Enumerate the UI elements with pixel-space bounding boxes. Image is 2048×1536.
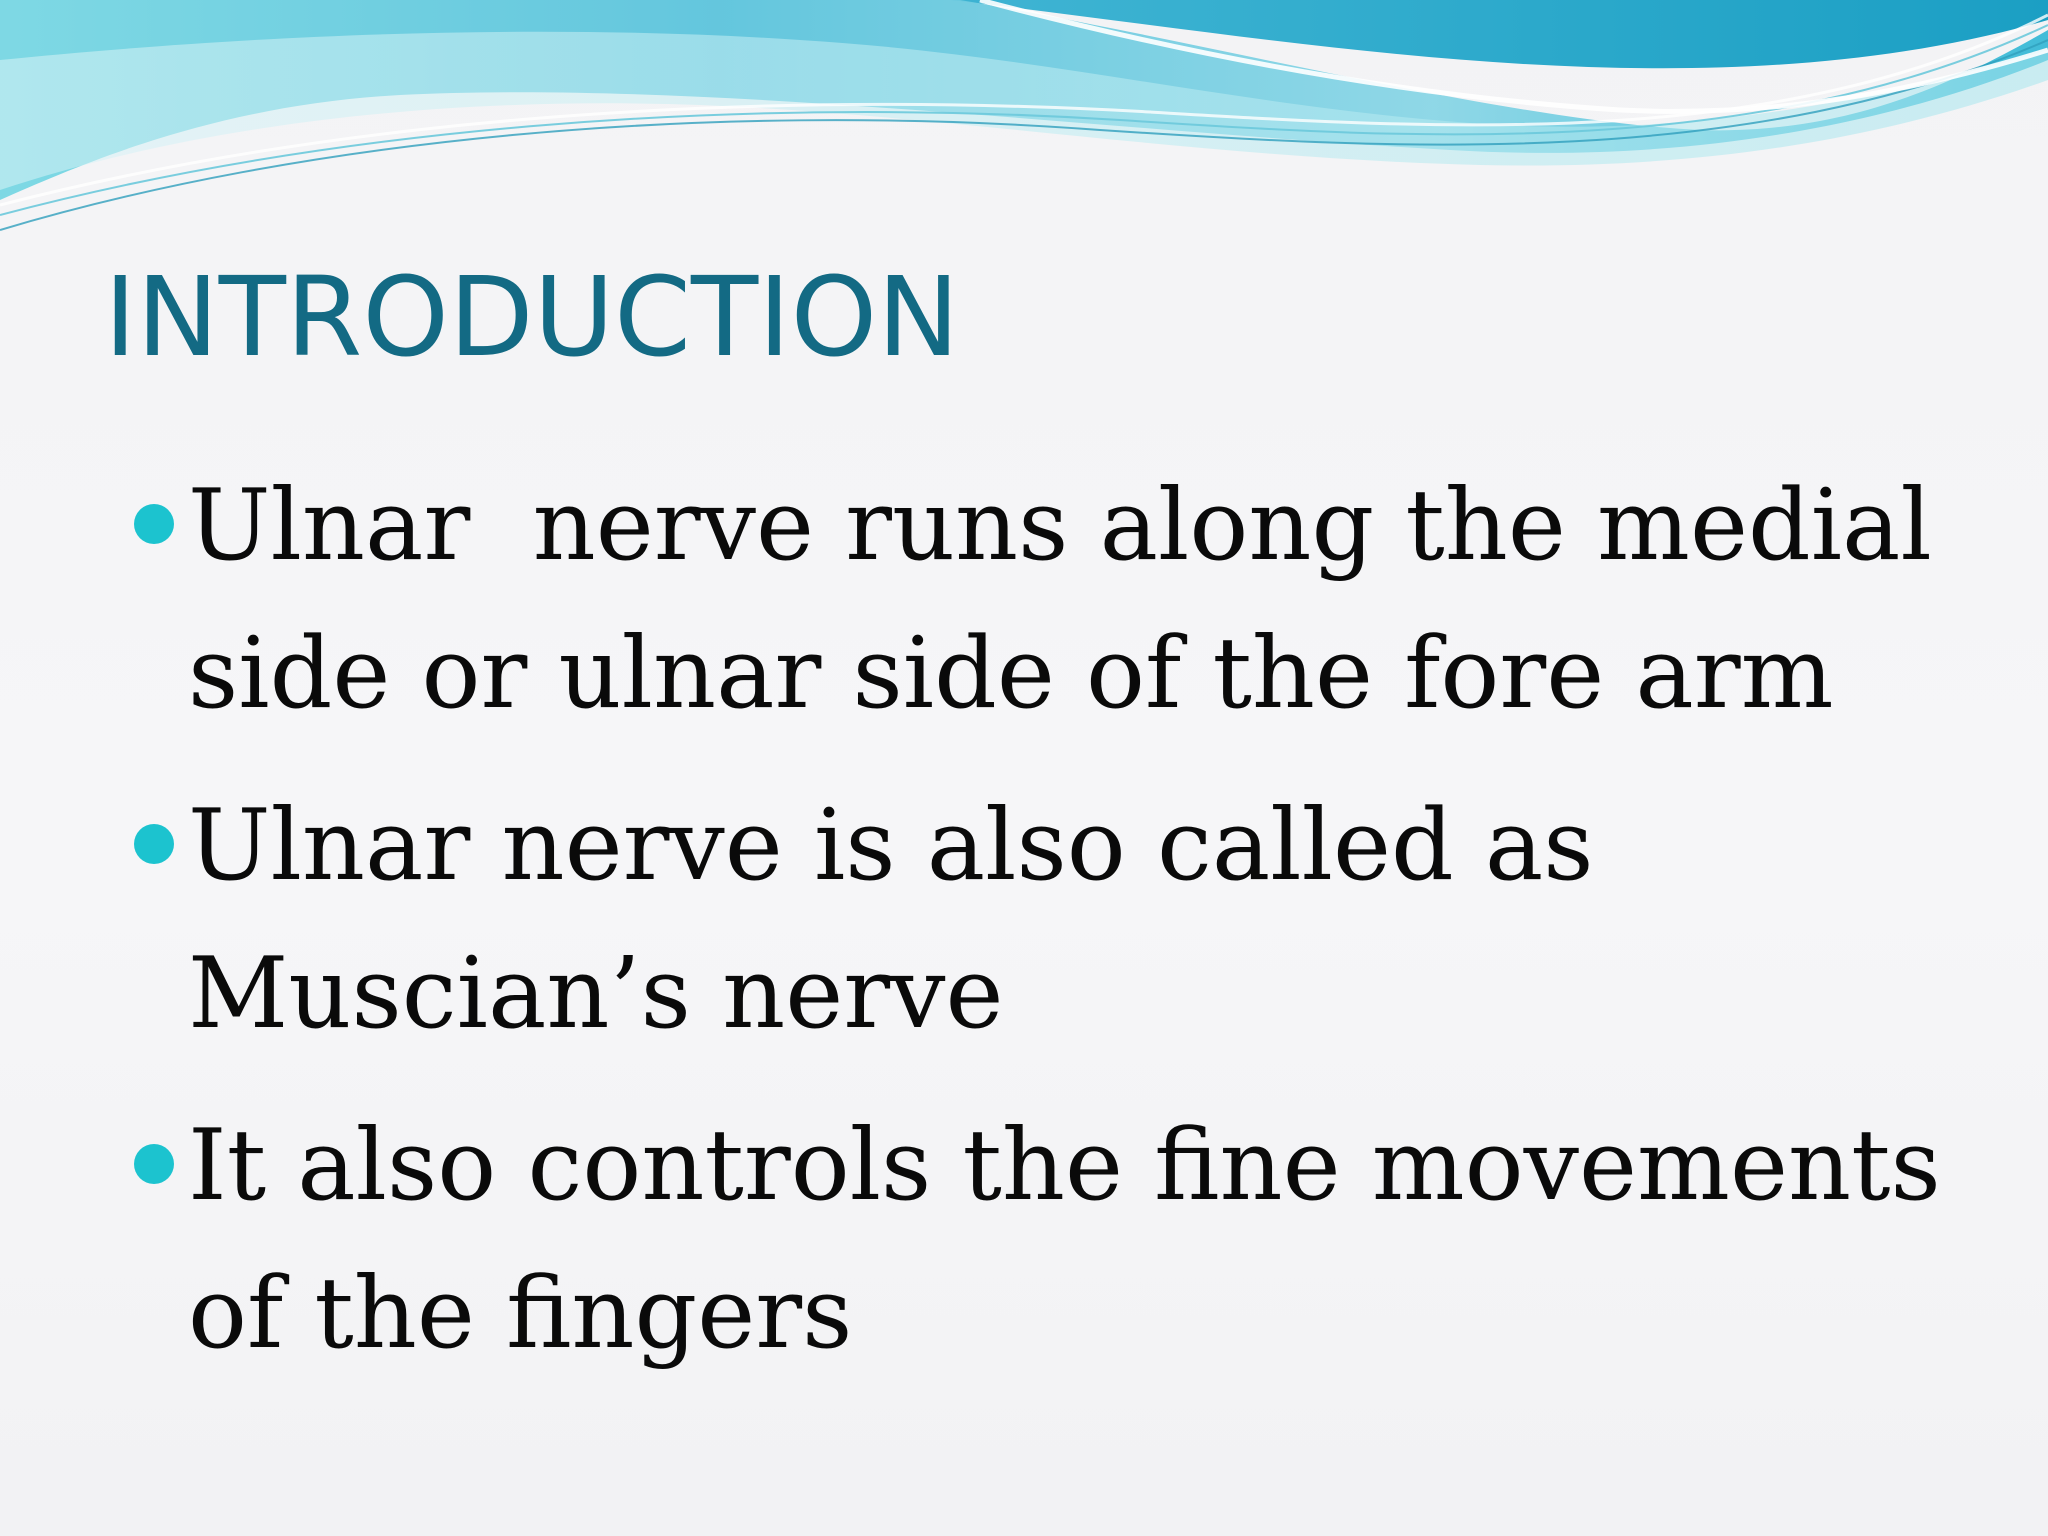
bullet-list (130, 452, 2010, 1412)
bullet-dot-icon (134, 1144, 174, 1184)
bullet-text: It also controls the fine movements of the fingers (188, 1109, 1972, 1371)
bullet-text: Ulnar nerve is also called as Muscian’s nerve (188, 789, 1625, 1051)
bullet-text: Ulnar nerve runs along the medial side or ulnar side of the fore arm (188, 469, 1963, 731)
bullet-dot-icon (134, 504, 174, 544)
bullet-item (130, 452, 2010, 748)
slide-title: INTRODUCTION (104, 253, 960, 381)
bullet-item (130, 1092, 2010, 1388)
header-wave-decoration (0, 0, 2048, 240)
bullet-dot-icon (134, 824, 174, 864)
bullet-item (130, 772, 2010, 1068)
